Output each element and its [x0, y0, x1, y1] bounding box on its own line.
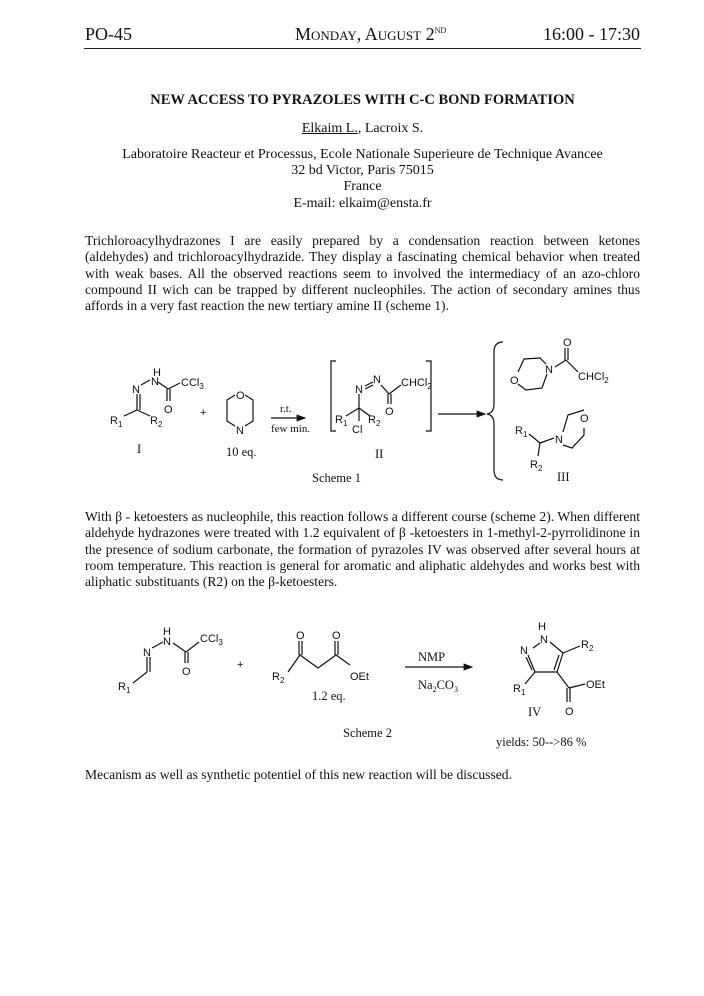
affiliation-line: 32 bd Victor, Paris 75015 [291, 163, 434, 178]
paragraph-conclusion: Mecanism as well as synthetic potentiel of this new reaction will be discussed. [85, 767, 512, 782]
scheme-label: O [236, 390, 245, 402]
bond-line [245, 395, 253, 426]
scheme-label: $R_2$ [530, 459, 543, 473]
bond-line [555, 360, 566, 367]
scheme-label: N [151, 376, 159, 388]
scheme-label: O [164, 404, 173, 416]
bond-line [566, 360, 578, 372]
bond-line [381, 385, 389, 394]
bond-line [152, 642, 163, 648]
bond-line [173, 643, 186, 652]
scheme-label: III [557, 470, 570, 484]
scheme-label: CCl$_3$ [200, 633, 223, 647]
scheme-label: O [580, 413, 589, 425]
scheme-label: $R_1$ [118, 681, 131, 695]
scheme-label: $R_1$ [335, 414, 348, 428]
beta-ketoester [272, 630, 369, 703]
scheme-label: Cl [352, 424, 363, 436]
scheme-label: OEt [586, 679, 605, 691]
brace [487, 342, 503, 480]
scheme-label: O [296, 630, 305, 642]
poster-code: PO-45 [85, 24, 133, 44]
paragraph-intro: Trichloroacylhydrazones I are easily prepared by a condensation reaction between ketones (aldehydes) and trichloroacylhydrazide. They display a fascinating chemical behavior when treated with weak bases. All the observed reactions seem to involved the intermediacy of an azo-chloro compound II wich can be trapped by different nucleophiles. The action of secondary amines thus affords in a very fast reaction the new tertiary amine II (scheme 1). [85, 233, 640, 314]
scheme-label: N [355, 384, 363, 396]
scheme-label: N [132, 384, 140, 396]
compound-I [110, 367, 207, 456]
presenting-author: Elkaim L. [301, 121, 358, 136]
scheme-label: $R_2$ [150, 415, 163, 429]
scheme-label: N [540, 634, 548, 646]
scheme-label: O [565, 706, 574, 718]
session-day-text: Monday, August 2 [295, 24, 435, 44]
scheme-label: $R_1$ [513, 683, 526, 697]
bond-line [158, 382, 168, 389]
bond-line [529, 434, 540, 443]
equivalents-label: 10 eq. [226, 445, 257, 459]
scheme-label: N [545, 364, 553, 376]
equivalents-label: 1.2 eq. [312, 689, 346, 703]
scheme-label: N [143, 647, 151, 659]
scheme-label: N [236, 425, 244, 437]
pyrazole-IV [513, 621, 605, 719]
bond-line [550, 642, 563, 653]
aldehyde-hydrazone [118, 626, 223, 695]
bond-line [288, 655, 350, 672]
scheme-label: $R_1$ [515, 425, 528, 439]
scheme-label: $R_2$ [272, 671, 285, 685]
abstract-title: NEW ACCESS TO PYRAZOLES WITH C-C BOND FORMATION [150, 92, 575, 108]
bond-line [133, 672, 147, 683]
scheme-label: H [163, 626, 171, 638]
bond-line [141, 380, 150, 385]
scheme-label: CCl$_3$ [181, 377, 204, 391]
scheme-label: O [510, 375, 519, 387]
scheme-2-caption: Scheme 2 [343, 726, 392, 740]
scheme-1-caption: Scheme 1 [312, 471, 361, 485]
bond-line [168, 383, 180, 389]
bond-line [525, 672, 535, 684]
session-day-sup: ND [434, 26, 447, 35]
bond-line [186, 642, 199, 652]
scheme-label: I [137, 442, 142, 456]
scheme-label: $R_2$ [581, 639, 594, 653]
scheme-label: $R_2$ [368, 414, 381, 428]
affiliation-line: France [343, 179, 382, 194]
intermediate-II [331, 361, 432, 461]
bond-line [124, 410, 137, 416]
scheme-label: O [182, 666, 191, 678]
scheme-label: IV [528, 705, 542, 719]
bond-line [518, 374, 547, 390]
plus-sign: + [237, 659, 244, 671]
session-time: 16:00 - 17:30 [543, 24, 640, 44]
plus-sign: + [200, 407, 207, 419]
bond-line [346, 408, 359, 416]
scheme-label: H [538, 621, 546, 633]
scheme-label: OEt [350, 671, 369, 683]
scheme-label: O [332, 630, 341, 642]
bond-line [137, 410, 150, 416]
bond-line [538, 443, 540, 456]
scheme-label: NMP [418, 650, 446, 664]
bond-line [518, 358, 546, 372]
bond-line [389, 385, 401, 394]
paragraph-ketoesters: With β - ketoesters as nucleophile, this reaction follows a different course (scheme 2). When different aldehyde hydrazones were treated with 1.2 equivalent of β -ketoesters in 1-methyl-2-pyrrolidinone in the presence of sodium carbonate, the formation of pyrazoles IV was observed after several hours at room temperature. This reaction is general for aromatic and aliphatic aldehydes and works best with aliphatic substituants (R2) on the β-ketoesters. [85, 509, 640, 590]
scheme-label: H [153, 367, 161, 379]
co-authors: , Lacroix S. [357, 121, 424, 136]
bond-line [569, 684, 585, 688]
morpholine [226, 390, 257, 459]
scheme-label: N [555, 434, 563, 446]
yields-label: yields: 50-->86 % [496, 735, 587, 749]
scheme-label: O [385, 406, 394, 418]
scheme-label: CHCl$_2$ [401, 377, 432, 391]
bond-line [563, 646, 580, 653]
affiliation-line: Laboratoire Reacteur et Processus, Ecole Nationale Superieure de Technique Avancee [122, 147, 603, 162]
bond-line [227, 395, 235, 426]
scheme-label: few min. [271, 423, 311, 435]
scheme-label: N [163, 636, 171, 648]
email: E-mail: elkaim@ensta.fr [293, 196, 432, 211]
products-III [510, 337, 609, 484]
scheme-label: N [520, 645, 528, 657]
scheme-label: $Na_2CO_3$ [418, 678, 458, 694]
bond-line [533, 643, 540, 648]
bond-line [557, 672, 569, 688]
bond-line [563, 428, 584, 448]
bond-line [540, 438, 554, 443]
scheme-label: N [373, 374, 381, 386]
scheme-label: r.t. [280, 403, 292, 415]
bond-line [426, 361, 431, 431]
scheme-label: II [375, 447, 384, 461]
scheme-label: CHCl$_2$ [578, 371, 609, 385]
scheme-label: O [563, 337, 572, 349]
scheme-label: $R_1$ [110, 415, 123, 429]
bond-line [557, 653, 563, 672]
